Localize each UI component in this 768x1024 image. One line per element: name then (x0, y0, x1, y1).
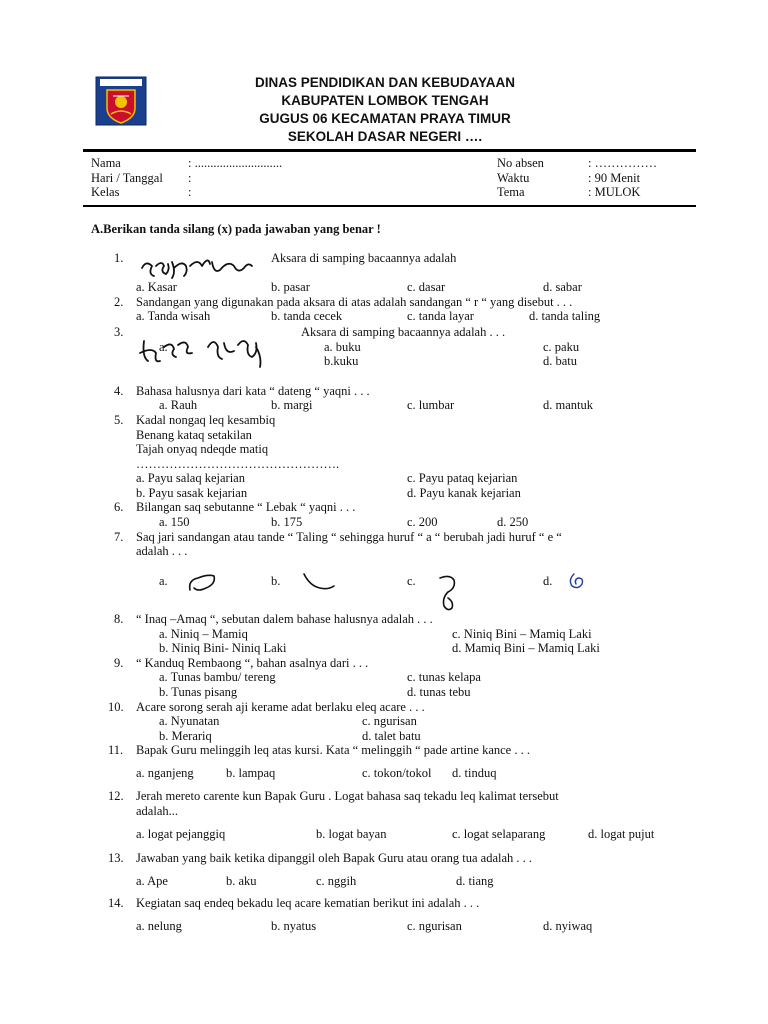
q7-option-d[interactable]: d. (543, 574, 553, 588)
q8-number: 8. (114, 612, 124, 626)
q13-option-a[interactable]: a. Ape (136, 874, 168, 888)
q3-option-b[interactable]: b.kuku (324, 354, 359, 368)
school-letterhead (200, 74, 570, 146)
q12-number: 12. (108, 789, 124, 803)
q13-option-b[interactable]: b. aku (226, 874, 257, 888)
q6-option-b[interactable]: b. 175 (271, 515, 303, 529)
q5-line-1: Kadal nongaq leq kesambiq (136, 413, 276, 427)
q7-option-a-glyph (186, 570, 222, 594)
q5-option-d[interactable]: d. Payu kanak kejarian (407, 486, 521, 500)
q3-number: 3. (114, 325, 124, 339)
header-line-1: DINAS PENDIDIKAN DAN KEBUDAYAAN (254, 75, 516, 90)
q7-question-line-2: adalah . . . (136, 544, 188, 558)
q9-number: 9. (114, 656, 124, 670)
q2-option-a[interactable]: a. Tanda wisah (136, 309, 211, 323)
q10-option-d[interactable]: d. talet batu (362, 729, 421, 743)
kelas-field[interactable]: : (188, 185, 192, 199)
header-line-4: SEKOLAH DASAR NEGERI …. (287, 129, 483, 144)
q8-question: “ Inaq –Amaq “, sebutan dalem bahase halusnya adalah . . . (136, 612, 433, 626)
q8-option-a[interactable]: a. Niniq – Mamiq (159, 627, 248, 641)
q3-question: Aksara di samping bacaannya adalah . . . (301, 325, 506, 339)
q7-option-a[interactable]: a. (159, 574, 168, 588)
q6-question: Bilangan saq sebutanne “ Lebak “ yaqni . . . (136, 500, 356, 514)
q2-question: Sandangan yang digunakan pada aksara di atas adalah sandangan “ r “ yang disebut . . . (136, 295, 573, 309)
no-absen-field[interactable]: : …………… (588, 156, 658, 170)
q3-option-c[interactable]: c. paku (543, 340, 580, 354)
q1-option-b[interactable]: b. pasar (271, 280, 310, 294)
q7-option-c[interactable]: c. (407, 574, 416, 588)
q2-option-c[interactable]: c. tanda layar (407, 309, 474, 323)
q10-option-a[interactable]: a. Nyunatan (159, 714, 220, 728)
q11-question: Bapak Guru melinggih leq atas kursi. Kata “ melinggih “ pade artine kance . . . (136, 743, 530, 757)
q10-number: 10. (108, 700, 124, 714)
q9-option-d[interactable]: d. tunas tebu (407, 685, 471, 699)
q5-option-c[interactable]: c. Payu pataq kejarian (407, 471, 518, 485)
q9-option-b[interactable]: b. Tunas pisang (159, 685, 238, 699)
tema-label: Tema (497, 185, 525, 199)
q14-option-d[interactable]: d. nyiwaq (543, 919, 593, 933)
no-absen-label: No absen (497, 156, 544, 170)
section-a-instruction: A.Berikan tanda silang (x) pada jawaban yang benar ! (91, 222, 381, 236)
nama-field[interactable]: : ............................ (188, 156, 283, 170)
q2-number: 2. (114, 295, 124, 309)
kelas-label: Kelas (91, 185, 120, 199)
q3-option-d[interactable]: d. batu (543, 354, 578, 368)
q13-number: 13. (108, 851, 124, 865)
q3-option-a[interactable]: a. buku (324, 340, 361, 354)
q12-option-b[interactable]: b. logat bayan (316, 827, 387, 841)
q9-option-a[interactable]: a. Tunas bambu/ tereng (159, 670, 276, 684)
q12-question-line-2: adalah... (136, 804, 178, 818)
q12-option-d[interactable]: d. logat pujut (588, 827, 655, 841)
nama-label: Nama (91, 156, 121, 170)
q11-option-a[interactable]: a. nganjeng (136, 766, 194, 780)
q12-option-c[interactable]: c. logat selaparang (452, 827, 546, 841)
waktu-value: : 90 Menit (588, 171, 641, 185)
q1-option-d[interactable]: d. sabar (543, 280, 582, 294)
q12-option-a[interactable]: a. logat pejanggiq (136, 827, 226, 841)
hari-tanggal-field[interactable]: : (188, 171, 192, 185)
q6-number: 6. (114, 500, 124, 514)
q4-option-d[interactable]: d. mantuk (543, 398, 593, 412)
q7-option-c-glyph (434, 572, 464, 616)
q14-question: Kegiatan saq endeq bekadu leq acare kematian berikut ini adalah . . . (136, 896, 480, 910)
q9-option-c[interactable]: c. tunas kelapa (407, 670, 481, 684)
q8-option-b[interactable]: b. Niniq Bini- Niniq Laki (159, 641, 287, 655)
q9-question: “ Kanduq Rembaong “, bahan asalnya dari . . . (136, 656, 369, 670)
q4-question: Bahasa halusnya dari kata “ dateng “ yaqni . . . (136, 384, 370, 398)
q7-number: 7. (114, 530, 124, 544)
q5-number: 5. (114, 413, 124, 427)
hari-tanggal-label: Hari / Tanggal (91, 171, 163, 185)
header-rule (83, 149, 696, 152)
q14-number: 14. (108, 896, 124, 910)
header-line-2: KABUPATEN LOMBOK TENGAH (281, 93, 489, 108)
q7-option-b-glyph (300, 570, 340, 594)
q5-line-3: Tajah onyaq ndeqde matiq (136, 442, 269, 456)
q4-number: 4. (114, 384, 124, 398)
q4-option-b[interactable]: b. margi (271, 398, 313, 412)
q6-option-c[interactable]: c. 200 (407, 515, 438, 529)
q5-line-4: …………………………………………. (136, 457, 340, 471)
q7-option-d-glyph (566, 570, 590, 592)
q3-letter-a: a. (159, 340, 168, 354)
q8-option-c[interactable]: c. Niniq Bini – Mamiq Laki (452, 627, 592, 641)
lombok-tengah-emblem (95, 76, 147, 126)
q11-number: 11. (108, 743, 124, 757)
q5-option-a[interactable]: a. Payu salaq kejarian (136, 471, 245, 485)
q10-option-b[interactable]: b. Merariq (159, 729, 212, 743)
q11-option-d[interactable]: d. tinduq (452, 766, 497, 780)
q1-option-c[interactable]: c. dasar (407, 280, 446, 294)
q10-option-c[interactable]: c. ngurisan (362, 714, 417, 728)
q12-question: Jerah mereto carente kun Bapak Guru . Logat bahasa saq tekadu leq kalimat tersebut (136, 789, 559, 803)
q4-option-a[interactable]: a. Rauh (159, 398, 198, 412)
q1-question: Aksara di samping bacaannya adalah (271, 251, 457, 265)
q5-option-b[interactable]: b. Payu sasak kejarian (136, 486, 248, 500)
q14-option-b[interactable]: b. nyatus (271, 919, 317, 933)
tema-value: : MULOK (588, 185, 641, 199)
q2-option-b[interactable]: b. tanda cecek (271, 309, 343, 323)
q8-option-d[interactable]: d. Mamiq Bini – Mamiq Laki (452, 641, 600, 655)
q6-option-a[interactable]: a. 150 (159, 515, 190, 529)
q4-option-c[interactable]: c. lumbar (407, 398, 455, 412)
q14-option-a[interactable]: a. nelung (136, 919, 182, 933)
header-line-3: GUGUS 06 KECAMATAN PRAYA TIMUR (259, 111, 511, 126)
q1-option-a[interactable]: a. Kasar (136, 280, 177, 294)
q13-question: Jawaban yang baik ketika dipanggil oleh Bapak Guru atau orang tua adalah . . . (136, 851, 533, 865)
q1-number: 1. (114, 251, 124, 265)
q10-question: Acare sorong serah aji kerame adat berlaku eleq acare . . . (136, 700, 425, 714)
waktu-label: Waktu (497, 171, 530, 185)
q13-option-d[interactable]: d. tiang (456, 874, 494, 888)
q7-question: Saq jari sandangan atau tande “ Taling “ sehingga huruf “ a “ berubah jadi huruf “ e “ (136, 530, 562, 544)
q2-option-d[interactable]: d. tanda taling (529, 309, 601, 323)
q14-option-c[interactable]: c. ngurisan (407, 919, 462, 933)
identity-rule (83, 205, 696, 207)
q11-option-c[interactable]: c. tokon/tokol (362, 766, 432, 780)
q11-option-b[interactable]: b. lampaq (226, 766, 276, 780)
q13-option-c[interactable]: c. nggih (316, 874, 357, 888)
q5-line-2: Benang kataq setakilan (136, 428, 252, 442)
q6-option-d[interactable]: d. 250 (497, 515, 529, 529)
q7-option-b[interactable]: b. (271, 574, 281, 588)
